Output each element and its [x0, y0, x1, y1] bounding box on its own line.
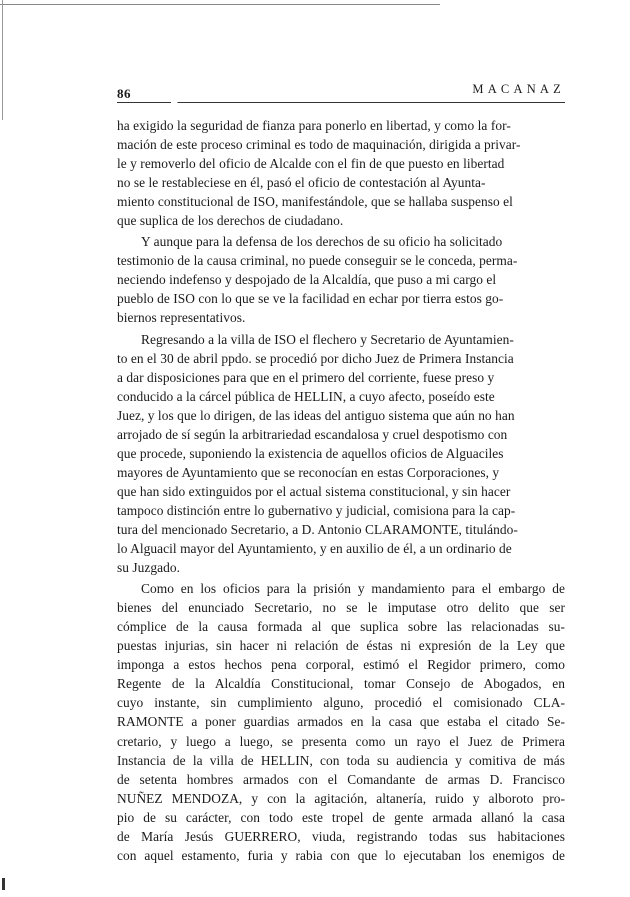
running-title: MACANAZ: [472, 82, 565, 96]
paragraph-3: Regresando a la villa de ISO el flechero y Secretario de Ayuntamien- to en el 30 de abril ppdo. se procedió por dicho Juez de Primera Instancia a dar disposiciones para que en el primero del corriente, fuese preso y conducido a la cárcel pública de HELLIN, a cuyo afecto, poseído este Juez, y los que lo dirigen, de las ideas del antiguo sistema que aún no han arrojado de sí según la arbitrariedad escandalosa y cruel despotismo con que procede, suponiendo la existencia de aquellos oficios de Alguaciles mayores de Ayuntamiento que se reconocían en estas Corporaciones, y que han sido extinguidos por el actual sistema constitucional, y sin hacer tampoco distinción entre lo gubernativo y judicial, comisiona para la cap- tura del mencionado Secretario, a D. Antonio CLARAMONTE, titulándo- lo Alguacil mayor del Ayuntamiento, y en auxilio de él, a un ordinario de su Juzgado.: [117, 331, 518, 576]
paragraph-2: Y aunque para la defensa de los derechos de su oficio ha solicitado testimonio de la causa criminal, no puede conseguir se le conceda, perma- neciendo indefenso y despojado de la Alcaldía, que puso a mi cargo el pueblo de ISO con lo que se ve la facilidad en echar por tierra estos go- biernos representativos.: [117, 234, 518, 326]
paragraph-4: Como en los oficios para la prisión y mandamiento para el embargo de bienes del enunciado Secretario, no se le imputase otro delito que ser cómplice de la causa formada al que suplica sobre las relacionadas su- puestas injurias, sin hacer ni relación de éstas ni expresión de la Ley que imponga a estos hechos pena corporal, estimó el Regidor primero, como Regente de la Alcaldía Constitucional, tomar Consejo de Abogados, en cuyo instante, sin cumplimiento alguno, procedió el comisionado CLA- RAMONTE a poner guardias armados en la casa que estaba el citado Se- cretario, y luego a luego, se presenta como un rayo el Juez de Primera Instancia de la villa de HELLIN, con toda su audiencia y comitiva de más de setenta hombres armados con el Comandante de armas D. Francisco NUÑEZ MENDOZA, y con la agitación, altanería, ruido y alboroto pro- pio de su carácter, con todo este tropel de gente armada allanó la casa de María Jesús GUERRERO, viuda, registrando todas sus habitaciones con aquel estamento, furia y rabia con que lo ejecutaban los enemigos de: [117, 581, 565, 863]
paragraph-1: ha exigido la seguridad de fianza para ponerlo en libertad, y como la for- mación de este proceso criminal es todo de maquinación, dirigida a privar- le y removerlo del oficio de Alcalde con el fin de que puesto en libertad no se le restableciese en él, pasó el oficio de contestación al Ayunta- miento constitucional de ISO, manifestándole, que se hallaba suspenso el que suplica de los derechos de ciudadano.: [117, 118, 521, 229]
header-rule: [117, 102, 565, 103]
page-edge-line-left: [2, 0, 3, 120]
page-edge-line: [0, 4, 440, 5]
body-text: [117, 116, 565, 865]
page-header: [117, 78, 565, 104]
page-edge-mark: [2, 878, 5, 890]
page-number: 86: [117, 86, 131, 101]
